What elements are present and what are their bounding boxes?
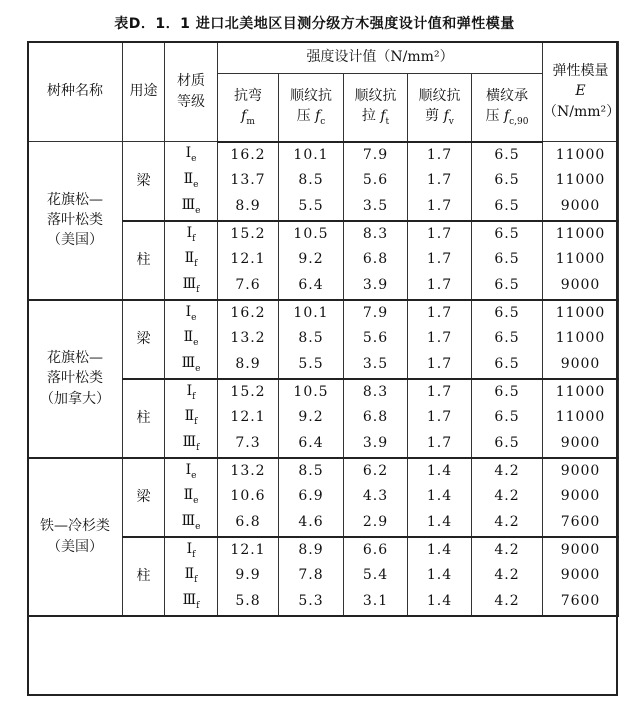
- cell-fm: 7.6: [218, 273, 279, 300]
- cell-fc: 6.4: [279, 431, 344, 458]
- use-type: 梁: [123, 458, 165, 537]
- cell-fv: 1.4: [408, 537, 472, 563]
- table-row: [28, 458, 619, 484]
- cell-fm: 8.9: [218, 194, 279, 221]
- cell-fv: 1.7: [408, 194, 472, 221]
- cell-fc90: 6.5: [472, 405, 543, 431]
- cell-fc90: 4.2: [472, 537, 543, 563]
- material-grade: $Ⅲ_f$: [165, 273, 218, 300]
- material-grade: $Ⅰ_e$: [165, 300, 218, 326]
- species-name: 花旗松— 落叶松类 （加拿大）: [28, 300, 123, 458]
- cell-ft: 7.9: [344, 300, 408, 326]
- cell-ft: 6.2: [344, 458, 408, 484]
- cell-fv: 1.7: [408, 142, 472, 168]
- cell-E: 9000: [543, 194, 619, 221]
- cell-fm: 15.2: [218, 379, 279, 405]
- cell-E: 11000: [543, 142, 619, 168]
- cell-E: 7600: [543, 589, 619, 616]
- cell-fc90: 6.5: [472, 168, 543, 194]
- header-bending: 抗弯 $f_m$: [218, 74, 279, 142]
- header-strength: 强度设计值（N/mm²）: [218, 42, 543, 74]
- cell-ft: 2.9: [344, 510, 408, 537]
- cell-fm: 9.9: [218, 563, 279, 589]
- cell-fv: 1.7: [408, 247, 472, 273]
- material-grade: $Ⅲ_f$: [165, 589, 218, 616]
- cell-fv: 1.4: [408, 484, 472, 510]
- cell-E: 11000: [543, 379, 619, 405]
- table-row: [28, 300, 619, 326]
- header-species: 树种名称: [28, 42, 123, 142]
- header-modulus: 弹性模量 E （N/mm²）: [543, 42, 619, 142]
- cell-fm: 8.9: [218, 352, 279, 379]
- cell-fc: 5.5: [279, 194, 344, 221]
- strength-table: [27, 41, 619, 617]
- cell-fv: 1.7: [408, 431, 472, 458]
- cell-fc90: 6.5: [472, 194, 543, 221]
- cell-E: 11000: [543, 247, 619, 273]
- cell-ft: 3.9: [344, 273, 408, 300]
- cell-fc90: 6.5: [472, 379, 543, 405]
- cell-ft: 6.8: [344, 247, 408, 273]
- cell-fc: 8.5: [279, 168, 344, 194]
- table-title: 表D．1．1 进口北美地区目测分级方木强度设计值和弹性模量: [114, 16, 515, 32]
- cell-fc90: 6.5: [472, 247, 543, 273]
- cell-fc90: 6.5: [472, 142, 543, 168]
- cell-ft: 4.3: [344, 484, 408, 510]
- cell-fv: 1.4: [408, 510, 472, 537]
- material-grade: $Ⅱ_e$: [165, 326, 218, 352]
- material-grade: $Ⅱ_f$: [165, 563, 218, 589]
- cell-ft: 8.3: [344, 221, 408, 247]
- cell-fc90: 4.2: [472, 484, 543, 510]
- cell-fc: 10.5: [279, 221, 344, 247]
- cell-fv: 1.4: [408, 589, 472, 616]
- use-type: 柱: [123, 379, 165, 458]
- cell-fm: 12.1: [218, 405, 279, 431]
- table-row: [28, 142, 619, 168]
- cell-fc: 10.1: [279, 142, 344, 168]
- cell-fc: 8.5: [279, 458, 344, 484]
- material-grade: $Ⅰ_e$: [165, 458, 218, 484]
- cell-E: 7600: [543, 510, 619, 537]
- use-type: 梁: [123, 142, 165, 221]
- material-grade: $Ⅰ_f$: [165, 221, 218, 247]
- cell-fm: 13.2: [218, 326, 279, 352]
- cell-fv: 1.7: [408, 379, 472, 405]
- cell-fc: 4.6: [279, 510, 344, 537]
- cell-E: 9000: [543, 458, 619, 484]
- material-grade: $Ⅲ_e$: [165, 194, 218, 221]
- cell-fv: 1.4: [408, 563, 472, 589]
- cell-fc90: 6.5: [472, 326, 543, 352]
- cell-fm: 12.1: [218, 247, 279, 273]
- cell-ft: 3.1: [344, 589, 408, 616]
- cell-fv: 1.7: [408, 300, 472, 326]
- cell-fc: 8.9: [279, 537, 344, 563]
- material-grade: $Ⅲ_e$: [165, 352, 218, 379]
- material-grade: $Ⅰ_e$: [165, 142, 218, 168]
- cell-fv: 1.4: [408, 458, 472, 484]
- use-type: 柱: [123, 221, 165, 300]
- cell-E: 11000: [543, 405, 619, 431]
- cell-ft: 8.3: [344, 379, 408, 405]
- cell-fc: 10.5: [279, 379, 344, 405]
- cell-fm: 16.2: [218, 300, 279, 326]
- cell-fv: 1.7: [408, 405, 472, 431]
- material-grade: $Ⅱ_e$: [165, 484, 218, 510]
- cell-fc: 10.1: [279, 300, 344, 326]
- cell-E: 9000: [543, 273, 619, 300]
- cell-fc: 6.9: [279, 484, 344, 510]
- cell-fc90: 4.2: [472, 563, 543, 589]
- species-name: 铁—冷杉类 （美国）: [28, 458, 123, 616]
- cell-ft: 5.6: [344, 326, 408, 352]
- cell-E: 9000: [543, 431, 619, 458]
- cell-fc: 5.3: [279, 589, 344, 616]
- table-body: [28, 142, 619, 616]
- cell-fv: 1.7: [408, 221, 472, 247]
- cell-fm: 6.8: [218, 510, 279, 537]
- material-grade: $Ⅲ_f$: [165, 431, 218, 458]
- cell-fc: 6.4: [279, 273, 344, 300]
- cell-fc90: 6.5: [472, 221, 543, 247]
- cell-ft: 6.6: [344, 537, 408, 563]
- cell-fv: 1.7: [408, 352, 472, 379]
- cell-fv: 1.7: [408, 273, 472, 300]
- header-compression: 顺纹抗 压 $f_c$: [279, 74, 344, 142]
- cell-fm: 5.8: [218, 589, 279, 616]
- header-grade: 材质 等级: [165, 42, 218, 142]
- cell-fc: 9.2: [279, 405, 344, 431]
- cell-fm: 10.6: [218, 484, 279, 510]
- cell-E: 9000: [543, 484, 619, 510]
- header-tension: 顺纹抗 拉 $f_t$: [344, 74, 408, 142]
- cell-fv: 1.7: [408, 168, 472, 194]
- cell-ft: 6.8: [344, 405, 408, 431]
- cell-E: 11000: [543, 168, 619, 194]
- cell-ft: 5.6: [344, 168, 408, 194]
- material-grade: $Ⅱ_f$: [165, 405, 218, 431]
- material-grade: $Ⅰ_f$: [165, 379, 218, 405]
- material-grade: $Ⅲ_e$: [165, 510, 218, 537]
- cell-ft: 5.4: [344, 563, 408, 589]
- cell-fv: 1.7: [408, 326, 472, 352]
- cell-fm: 16.2: [218, 142, 279, 168]
- cell-fm: 7.3: [218, 431, 279, 458]
- material-grade: $Ⅱ_e$: [165, 168, 218, 194]
- use-type: 柱: [123, 537, 165, 616]
- cell-E: 11000: [543, 300, 619, 326]
- use-type: 梁: [123, 300, 165, 379]
- cell-ft: 3.5: [344, 194, 408, 221]
- cell-fc: 5.5: [279, 352, 344, 379]
- cell-fc90: 6.5: [472, 273, 543, 300]
- cell-fc90: 6.5: [472, 300, 543, 326]
- header-use: 用途: [123, 42, 165, 142]
- cell-fm: 15.2: [218, 221, 279, 247]
- cell-fc90: 4.2: [472, 510, 543, 537]
- cell-E: 9000: [543, 352, 619, 379]
- cell-E: 9000: [543, 563, 619, 589]
- cell-E: 11000: [543, 326, 619, 352]
- cell-fc: 8.5: [279, 326, 344, 352]
- material-grade: $Ⅱ_f$: [165, 247, 218, 273]
- cell-ft: 3.9: [344, 431, 408, 458]
- cell-E: 9000: [543, 537, 619, 563]
- cell-ft: 3.5: [344, 352, 408, 379]
- cell-fm: 13.2: [218, 458, 279, 484]
- header-shear: 顺纹抗 剪 $f_v$: [408, 74, 472, 142]
- cell-ft: 7.9: [344, 142, 408, 168]
- cell-fm: 13.7: [218, 168, 279, 194]
- cell-fc90: 4.2: [472, 589, 543, 616]
- cell-fc: 9.2: [279, 247, 344, 273]
- cell-fc90: 6.5: [472, 431, 543, 458]
- species-name: 花旗松— 落叶松类 （美国）: [28, 142, 123, 300]
- header-cross-compression: 横纹承 压 $f_{c,90}$: [472, 74, 543, 142]
- cell-fc: 7.8: [279, 563, 344, 589]
- material-grade: $Ⅰ_f$: [165, 537, 218, 563]
- cell-fc90: 4.2: [472, 458, 543, 484]
- cell-E: 11000: [543, 221, 619, 247]
- cell-fc90: 6.5: [472, 352, 543, 379]
- cell-fm: 12.1: [218, 537, 279, 563]
